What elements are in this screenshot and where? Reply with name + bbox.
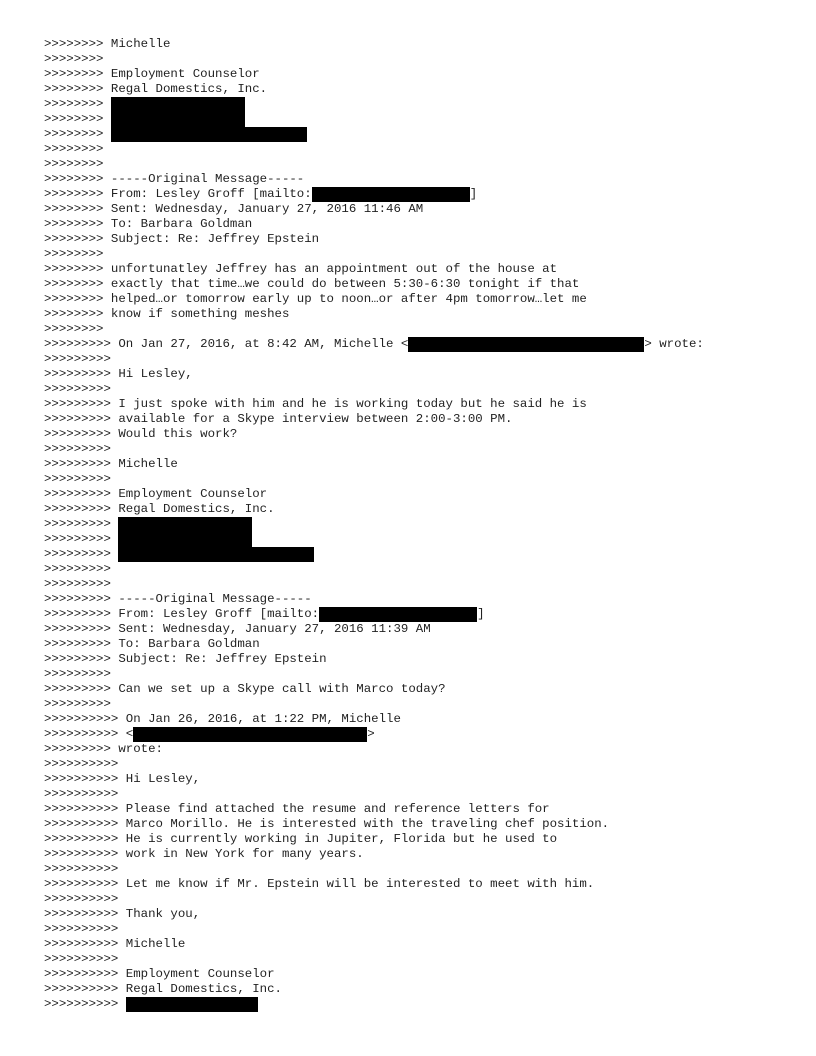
line-text: >>>>>>>>>> Regal Domestics, Inc.	[44, 982, 282, 996]
line-text: >>>>>>>>> I just spoke with him and he is working today but he said he is	[44, 397, 587, 411]
redaction-block	[126, 997, 258, 1012]
document-line	[44, 847, 704, 862]
document-line	[44, 727, 704, 742]
redaction-block	[133, 727, 367, 742]
line-text: >>>>>>>> To: Barbara Goldman	[44, 217, 253, 231]
document-line	[44, 352, 704, 367]
document-line	[44, 922, 704, 937]
line-text: >>>>>>>>> Hi Lesley,	[44, 367, 193, 381]
document-line	[44, 832, 704, 847]
line-text: >>>>>>>>>> Employment Counselor	[44, 967, 275, 981]
document-line	[44, 112, 704, 127]
line-text: >>>>>>>>>	[44, 472, 111, 486]
document-line	[44, 337, 704, 352]
document-line	[44, 562, 704, 577]
document-line	[44, 82, 704, 97]
document-line	[44, 667, 704, 682]
line-text: >>>>>>>>	[44, 322, 104, 336]
document-line	[44, 427, 704, 442]
document-line	[44, 712, 704, 727]
line-text: >>>>>>>>>>	[44, 922, 119, 936]
document-line	[44, 187, 704, 202]
document-line	[44, 577, 704, 592]
line-text: >>>>>>>>	[44, 97, 111, 111]
line-text: >>>>>>>>>> Thank you,	[44, 907, 201, 921]
document-line	[44, 487, 704, 502]
document-line	[44, 292, 704, 307]
line-text: >>>>>>>> helped…or tomorrow early up to noon…or after 4pm tomorrow…let me	[44, 292, 587, 306]
line-text: >	[367, 727, 375, 741]
line-text: >>>>>>>>>> Please find attached the resume and reference letters for	[44, 802, 550, 816]
document-line	[44, 457, 704, 472]
line-text: >>>>>>>>> Michelle	[44, 457, 178, 471]
line-text: ]	[477, 607, 485, 621]
line-text: >>>>>>>>> Subject: Re: Jeffrey Epstein	[44, 652, 327, 666]
line-text: >>>>>>>>>	[44, 667, 111, 681]
line-text: >>>>>>>>>>	[44, 892, 119, 906]
document-line	[44, 397, 704, 412]
document-line	[44, 622, 704, 637]
document-line	[44, 532, 704, 547]
document-line	[44, 802, 704, 817]
redaction-block	[111, 97, 245, 112]
line-text: >>>>>>>>>> <	[44, 727, 134, 741]
line-text: >>>>>>>>>	[44, 562, 111, 576]
line-text: >>>>>>>>	[44, 247, 104, 261]
line-text: >>>>>>>> Michelle	[44, 37, 171, 51]
line-text: >>>>>>>> unfortunatley Jeffrey has an appointment out of the house at	[44, 262, 558, 276]
document-line	[44, 652, 704, 667]
line-text: >>>>>>>>>>	[44, 862, 119, 876]
document-line	[44, 247, 704, 262]
document-line	[44, 67, 704, 82]
document-line	[44, 607, 704, 622]
line-text: >>>>>>>> Sent: Wednesday, January 27, 2016 11:46 AM	[44, 202, 424, 216]
line-text: >>>>>>>>>> Let me know if Mr. Epstein will be interested to meet with him.	[44, 877, 595, 891]
line-text: >>>>>>>> Subject: Re: Jeffrey Epstein	[44, 232, 320, 246]
document-line	[44, 202, 704, 217]
redaction-block	[408, 337, 644, 352]
document-line	[44, 277, 704, 292]
document-line	[44, 382, 704, 397]
line-text: >>>>>>>> Regal Domestics, Inc.	[44, 82, 268, 96]
line-text: >>>>>>>>	[44, 52, 104, 66]
document-line	[44, 937, 704, 952]
redaction-block	[319, 607, 477, 622]
document-line	[44, 592, 704, 607]
document-line	[44, 682, 704, 697]
document-line	[44, 127, 704, 142]
redaction-block	[111, 127, 307, 142]
line-text: >>>>>>>>>> work in New York for many years.	[44, 847, 364, 861]
line-text: >>>>>>>>>> Michelle	[44, 937, 186, 951]
line-text: >>>>>>>>> Sent: Wednesday, January 27, 2016 11:39 AM	[44, 622, 431, 636]
redaction-block	[111, 112, 245, 127]
document-line	[44, 547, 704, 562]
document-line	[44, 697, 704, 712]
document-line	[44, 952, 704, 967]
line-text: >>>>>>>>>>	[44, 757, 119, 771]
line-text: >>>>>>>>>> He is currently working in Jupiter, Florida but he used to	[44, 832, 558, 846]
document-line	[44, 907, 704, 922]
line-text: >>>>>>>>> On Jan 27, 2016, at 8:42 AM, Michelle <	[44, 337, 409, 351]
document-line	[44, 502, 704, 517]
document-line	[44, 517, 704, 532]
line-text: >>>>>>>> exactly that time…we could do between 5:30-6:30 tonight if that	[44, 277, 580, 291]
line-text: >>>>>>>>> Can we set up a Skype call with Marco today?	[44, 682, 446, 696]
line-text: >>>>>>>>>> On Jan 26, 2016, at 1:22 PM, Michelle	[44, 712, 401, 726]
line-text: ]	[469, 187, 478, 201]
line-text: >>>>>>>> Employment Counselor	[44, 67, 260, 81]
document-line	[44, 97, 704, 112]
document-line	[44, 967, 704, 982]
line-text: >>>>>>>> From: Lesley Groff [mailto:	[44, 187, 312, 201]
document-line	[44, 877, 704, 892]
line-text: >>>>>>>>>> Marco Morillo. He is interested with the traveling chef position.	[44, 817, 610, 831]
line-text: >>>>>>>>>>	[44, 952, 119, 966]
line-text: >>>>>>>>>>	[44, 997, 126, 1011]
line-text: >>>>>>>>>	[44, 547, 119, 561]
document-line	[44, 817, 704, 832]
document-line	[44, 412, 704, 427]
line-text: >>>>>>>>> From: Lesley Groff [mailto:	[44, 607, 320, 621]
document-line	[44, 142, 704, 157]
line-text: >>>>>>>>> -----Original Message-----	[44, 592, 312, 606]
line-text: > wrote:	[644, 337, 704, 351]
email-thread-document	[44, 37, 704, 1012]
document-line	[44, 322, 704, 337]
line-text: >>>>>>>>>	[44, 517, 119, 531]
redaction-block	[312, 187, 470, 202]
document-line	[44, 787, 704, 802]
document-line	[44, 757, 704, 772]
line-text: >>>>>>>>	[44, 157, 104, 171]
line-text: >>>>>>>>>	[44, 352, 111, 366]
line-text: >>>>>>>>> To: Barbara Goldman	[44, 637, 260, 651]
line-text: >>>>>>>>>	[44, 577, 111, 591]
document-line	[44, 37, 704, 52]
line-text: >>>>>>>>>	[44, 532, 119, 546]
document-line	[44, 997, 704, 1012]
line-text: >>>>>>>>	[44, 142, 104, 156]
document-line	[44, 772, 704, 787]
line-text: >>>>>>>>>>	[44, 787, 119, 801]
line-text: >>>>>>>>>	[44, 382, 111, 396]
document-line	[44, 262, 704, 277]
document-line	[44, 157, 704, 172]
line-text: >>>>>>>>> Employment Counselor	[44, 487, 268, 501]
document-line	[44, 442, 704, 457]
document-line	[44, 982, 704, 997]
line-text: >>>>>>>>> Regal Domestics, Inc.	[44, 502, 275, 516]
line-text: >>>>>>>>> available for a Skype interview between 2:00-3:00 PM.	[44, 412, 513, 426]
document-line	[44, 52, 704, 67]
document-line	[44, 172, 704, 187]
line-text: >>>>>>>>	[44, 112, 111, 126]
line-text: >>>>>>>>>	[44, 442, 111, 456]
document-line	[44, 232, 704, 247]
line-text: >>>>>>>>> wrote:	[44, 742, 163, 756]
line-text: >>>>>>>>>	[44, 697, 111, 711]
line-text: >>>>>>>>>> Hi Lesley,	[44, 772, 201, 786]
document-line	[44, 307, 704, 322]
document-line	[44, 367, 704, 382]
line-text: >>>>>>>> -----Original Message-----	[44, 172, 305, 186]
line-text: >>>>>>>> know if something meshes	[44, 307, 290, 321]
document-line	[44, 217, 704, 232]
document-line	[44, 472, 704, 487]
document-line	[44, 742, 704, 757]
document-line	[44, 862, 704, 877]
document-line	[44, 637, 704, 652]
redaction-block	[118, 547, 314, 562]
line-text: >>>>>>>>> Would this work?	[44, 427, 238, 441]
document-line	[44, 892, 704, 907]
line-text: >>>>>>>>	[44, 127, 111, 141]
redaction-block	[118, 517, 252, 532]
redaction-block	[118, 532, 252, 547]
